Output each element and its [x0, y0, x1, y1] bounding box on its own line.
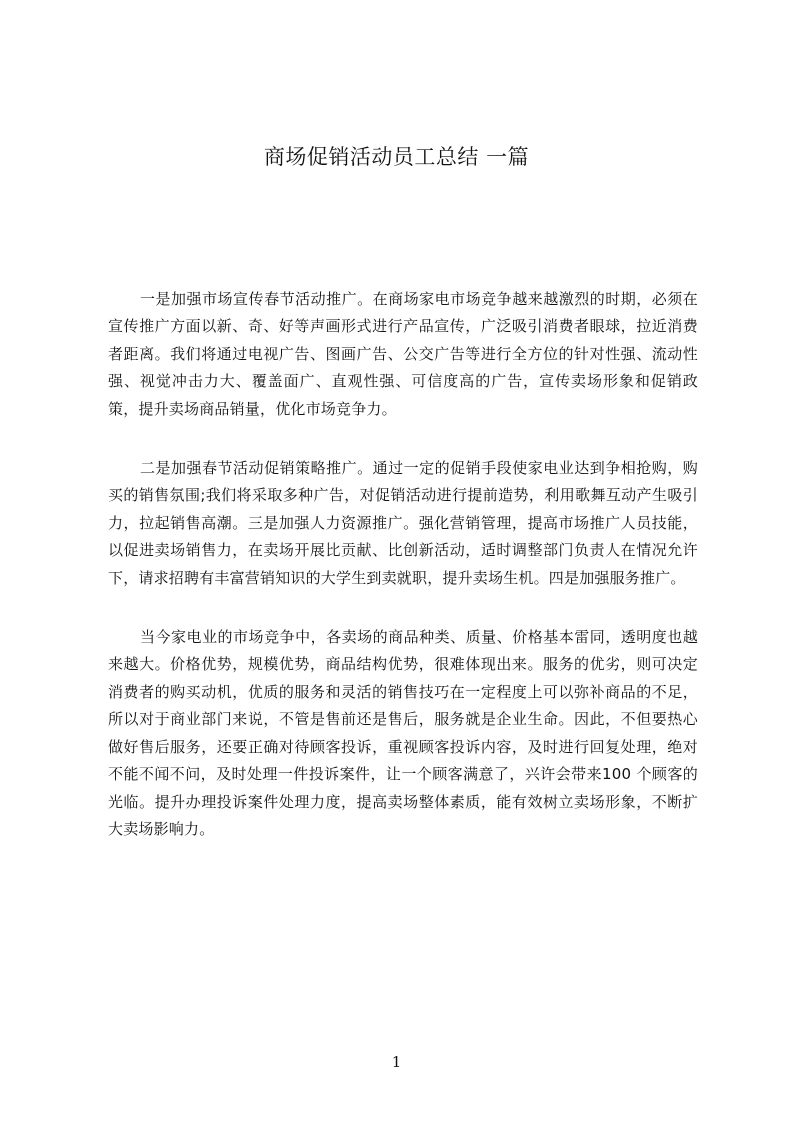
document-title: 商场促销活动员工总结 一篇 [263, 145, 530, 169]
document-body [108, 286, 698, 875]
paragraph-2: 二是加强春节活动促销策略推广。通过一定的促销手段使家电业达到争相抢购，购买的销售氛围;我们将采取多种广告，对促销活动进行提前造势，利用歌舞互动产生吸引力，拉起销售高潮。三是加强人力资源推广。强化营销管理，提高市场推广人员技能，以促进卖场销售力，在卖场开展比贡献、比创新活动，适时调整部门负责人在情况允许下，请求招聘有丰富营销知识的大学生到卖就职，提升卖场生机。四是加强服务推广。 [108, 459, 698, 587]
page-number: 1 [391, 1053, 402, 1071]
paragraph-3: 当今家电业的市场竞争中，各卖场的商品种类、质量、价格基本雷同，透明度也越来越大。价格优势，规模优势，商品结构优势，很难体现出来。服务的优劣，则可决定消费者的购买动机，优质的服务和灵活的销售技巧在一定程度上可以弥补商品的不足，所以对于商业部门来说，不管是售前还是售后，服务就是企业生命。因此，不但要热心做好售后服务，还要正确对待顾客投诉，重视顾客投诉内容，及时进行回复处理，绝对不能不闻不问，及时处理一件投诉案件，让一个顾客满意了，兴许会带来100 个顾客的光临。提升办理投诉案件处理力度，提高卖场整体素质，能有效树立卖场形象，不断扩大卖场影响力。 [108, 628, 698, 838]
paragraph-1: 一是加强市场宣传春节活动推广。在商场家电市场竞争越来越激烈的时期，必须在宣传推广方面以新、奇、好等声画形式进行产品宣传，广泛吸引消费者眼球，拉近消费者距离。我们将通过电视广告、图画广告、公交广告等进行全方位的针对性强、流动性强、视觉冲击力大、覆盖面广、直观性强、可信度高的广告，宣传卖场形象和促销政策，提升卖场商品销量，优化市场竞争力。 [108, 290, 698, 418]
